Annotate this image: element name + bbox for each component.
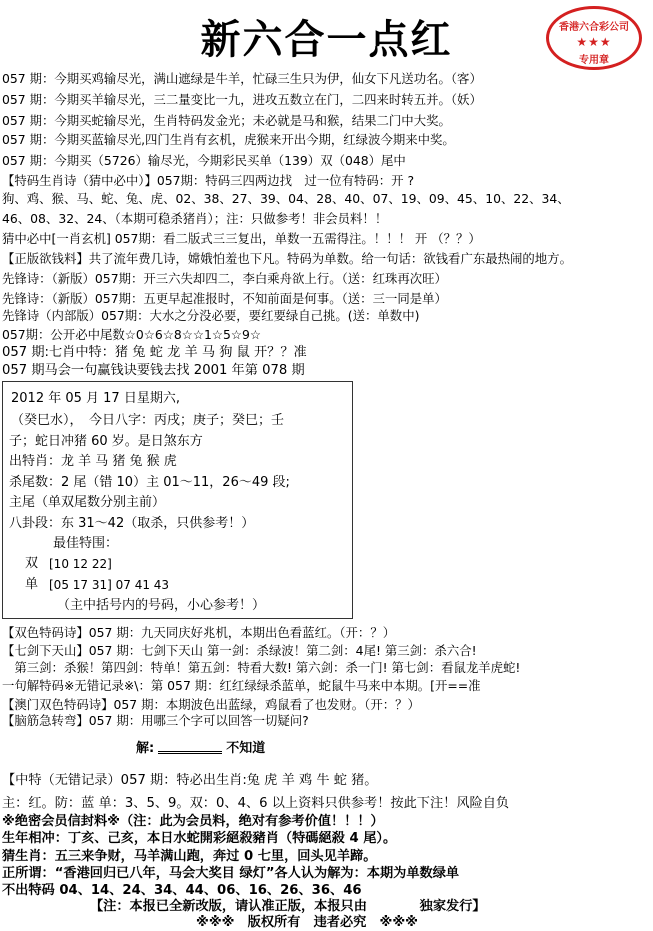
box-line: （癸巳水）， 今日八字：丙戌；庚子；癸巳；壬 — [11, 413, 285, 428]
prediction-line: 46、08、32、24、（本期可稳杀猪肖）；注：只做参考！非会员料！！ — [2, 211, 388, 226]
member-line: 猜生肖：五三来争财，马羊满山跑，奔过 0 七里，回头见羊蹄。 — [2, 849, 377, 864]
info-line: 【脑筋急转弯】057 期：用哪三个字可以回答一切疑问? — [2, 713, 309, 728]
prediction-line: 先锋诗：（新版）057期：开三六失却四二，李白乘舟欲上行。（送：红珠再次旺） — [2, 271, 447, 286]
prediction-line: 先锋诗（内部版）057期：大水之分没必要，要红要绿自己挑。(送：单数中) — [2, 308, 420, 323]
prediction-line: 057 期马会一句赢钱诀要钱去找 2001 年第 078 期 — [2, 363, 305, 378]
prediction-line: 057 期：今期买（5726）输尽光，今期彩民买单（139）双（048）尾中 — [2, 153, 406, 168]
copyright: ※※※ 版权所有 违者必究 ※※※ — [196, 915, 418, 930]
even-label: 双 — [25, 556, 39, 571]
box-note: （主中括号内的号码，小心参考！） — [57, 598, 266, 613]
info-line: 【双色特码诗】057 期：九天同庆好兆机，本期出色看蓝红。（开：？） — [2, 625, 396, 640]
answer-label: 解: — [136, 741, 155, 756]
info-line: 【澳门双色特码诗】057 期：本期波色出蓝绿，鸡鼠看了也发财。（开：？） — [2, 697, 420, 712]
prediction-line: 057 期：今期买蛇输尽光，生肖特码发金光；未必就是马和猴，结果二门中大奖。 — [2, 113, 451, 128]
special-line: 【中特（无错记录）057 期：特必出生肖:兔 虎 羊 鸡 牛 蛇 猪。 — [2, 773, 378, 788]
prediction-line: 先锋诗：（新版）057期：五更早起准报时，不知前面是何事。（送：三一同是单） — [2, 291, 447, 306]
page-title: 新六合一点红 — [200, 16, 453, 63]
box-line: 子；蛇日冲猪 60 岁。是日煞东方 — [9, 434, 203, 449]
prediction-line: 狗、鸡、猴、马、蛇、兔、虎、02、38、27、39、04、28、40、07、19、09、45、10、22、34、 — [2, 191, 570, 206]
info-line: 一句解特码※无错记录※\：第 057 期：红红绿绿杀蓝单，蛇鼠牛马来中本期。[开==准 — [2, 678, 481, 693]
even-numbers: [10 12 22] — [49, 557, 112, 571]
prediction-line: 【特码生肖诗（猜中必中）】057期：特码三四两边找 过一位有特码：开 ? — [2, 173, 415, 188]
special-line: 主：红。防：蓝 单：3、5、9。双：0、4、6 以上资料只供参考！按此下注！风险自负 — [2, 796, 510, 811]
prediction-line: 057 期：今期买蓝输尽光,四门生肖有玄机，虎猴来开出今期，红绿波今期来中奖。 — [2, 132, 455, 147]
box-date: 2012 年 05 月 17 日星期六, — [11, 391, 180, 406]
seal-top-text: 香港六合彩公司 — [559, 22, 629, 33]
prediction-line: 057 期：今期买羊输尽光，三二量变比一九，进攻五数立在门，二四来时转五并。（妖） — [2, 92, 482, 107]
box-line: 主尾（单双尾数分别主前） — [9, 495, 166, 510]
member-line: 生年相冲：丁亥、己亥，本日水蛇開彩絕殺豬肖（特碼絕殺 4 尾）。 — [2, 831, 397, 846]
seal-bottom-text: 专用章 — [579, 55, 609, 66]
seal-stars: ★★★ — [576, 35, 612, 49]
prediction-line: 【正版欲钱料】共了流年费几诗，嫦娥怕羞也下凡。特码为单数。给一句话：欲钱看广东最热闹的地方。 — [2, 251, 572, 266]
best-range-label: 最佳特围： — [53, 536, 119, 551]
prediction-line: 猜中必中[一肖玄机] 057期：看二版式三三复出，单数一五需得注。！！！ 开 （？？） — [2, 231, 481, 246]
answer-value: 不知道 — [226, 741, 266, 756]
box-line: 杀尾数：2 尾（错 10）主 01～11，26～49 段; — [9, 475, 290, 490]
box-line: 八卦段：东 31～42（取杀，只供参考！） — [9, 516, 255, 531]
box-line: 出特肖：龙 羊 马 猪 兔 猴 虎 — [9, 454, 177, 469]
odd-numbers: [05 17 31] 07 41 43 — [49, 578, 170, 592]
odd-label: 单 — [25, 577, 39, 592]
member-line: ※绝密会员信封料※（注：此为会员料，绝对有参考价值！！！） — [2, 814, 384, 829]
member-line: 正所谓：“香港回归已八年，马会大奖目 绿灯”各人认为解为：本期为单数绿单 — [2, 866, 460, 881]
info-line: 第三剑：杀猴！第四剑：特单！第五剑：特看大数! 第六剑：杀一门! 第七剑：看鼠龙羊虎蛇! — [2, 660, 521, 675]
prediction-line: 057期：公开必中尾数☆0☆6☆8☆☆1☆5☆9☆ — [2, 327, 261, 342]
company-seal — [546, 6, 642, 70]
footer-notice: 【注：本报已全新改版，请认准正版，本报只由 独家发行】 — [90, 899, 486, 914]
member-line: 不出特码 04、14、24、34、44、06、16、26、36、46 — [2, 883, 362, 898]
prediction-line: 057 期:七肖中特：猪 兔 蛇 龙 羊 马 狗 鼠 开？？准 — [2, 345, 307, 360]
info-line: 【七剑下天山】057 期：七剑下天山 第一剑：杀绿波！第二剑：4尾! 第三剑：杀六合! — [2, 643, 477, 658]
prediction-line: 057 期：今期买鸡输尽光，满山遮绿是牛羊，忙碌三生只为伊，仙女下凡送功名。（客） — [2, 71, 482, 86]
daily-info-box — [2, 381, 353, 619]
riddle-answer — [136, 737, 265, 756]
